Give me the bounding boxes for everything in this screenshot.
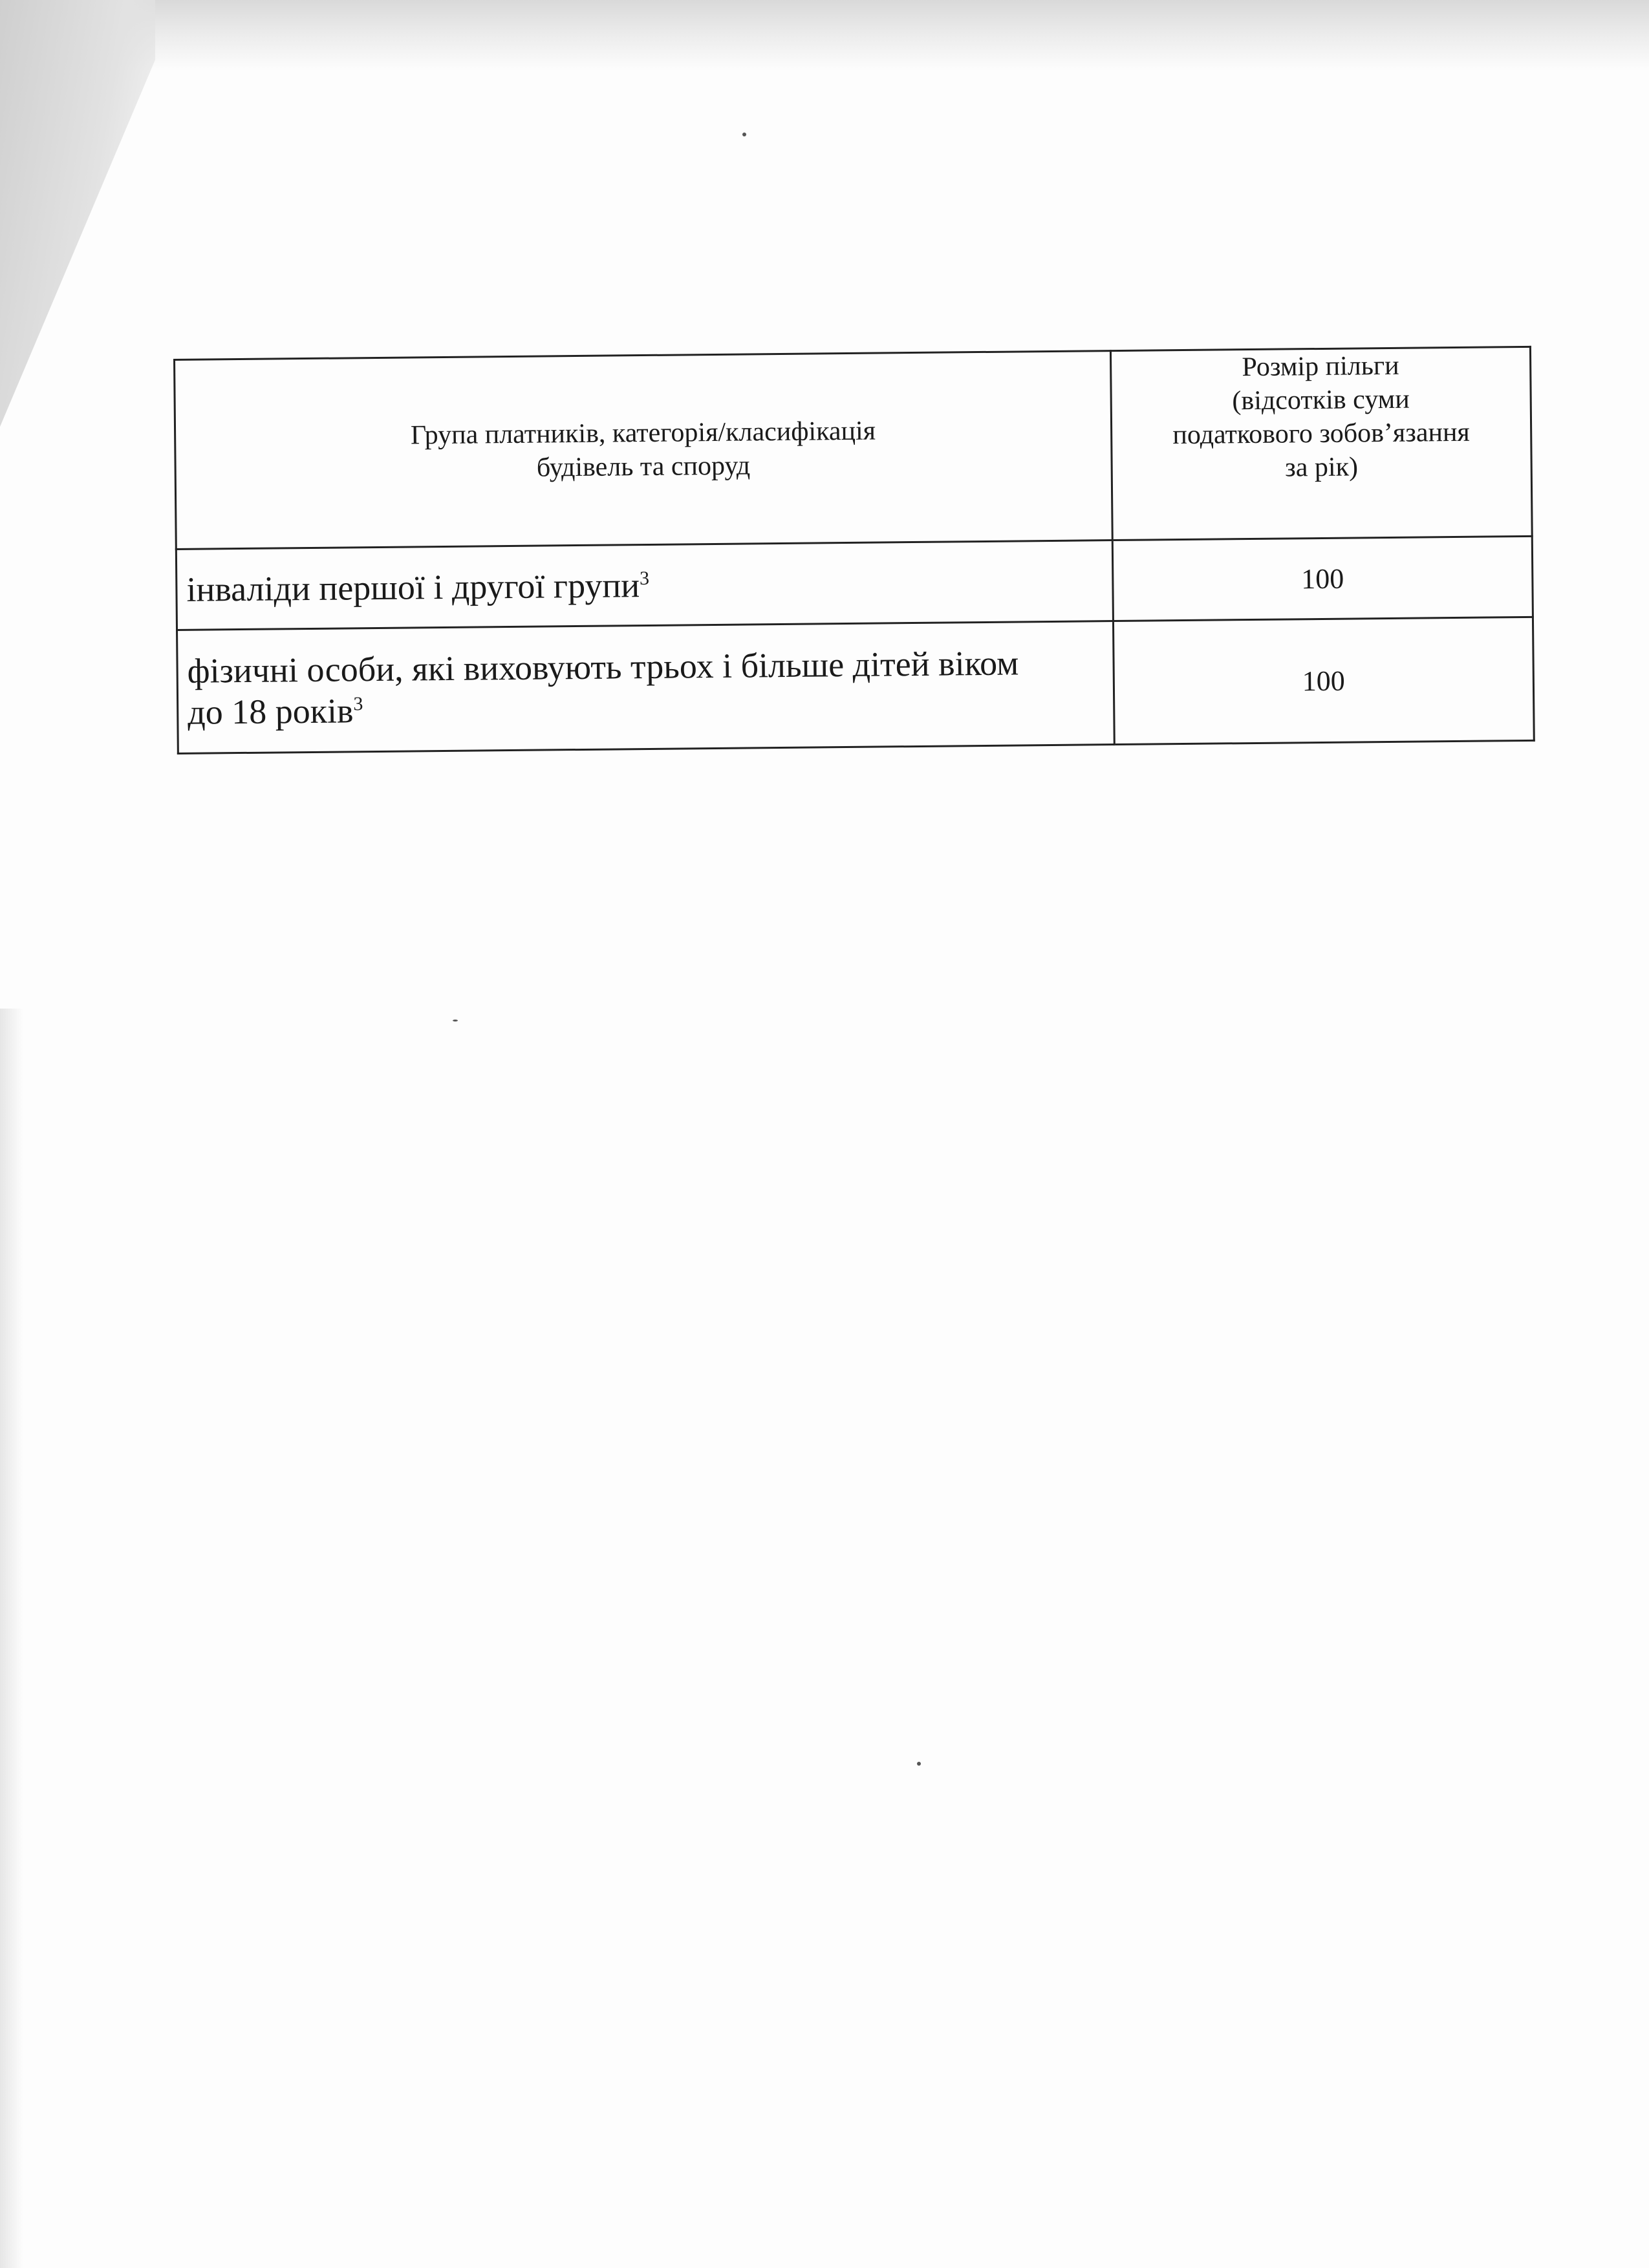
- scan-left-edge-shadow: [0, 1009, 23, 2268]
- row-payer-group-text: інваліди першої і другої групи: [186, 566, 640, 609]
- row-benefit-value: 100: [1112, 536, 1533, 621]
- scan-speck: [453, 1020, 458, 1022]
- header-payer-group-line: Група платників, категорія/класифікація: [410, 416, 876, 451]
- scan-folded-corner: [0, 0, 155, 427]
- header-payer-group-line: будівель та споруд: [536, 451, 751, 483]
- header-benefit-size-line: Розмір пільги: [1242, 350, 1399, 383]
- header-benefit-size-line: за рік): [1284, 452, 1359, 483]
- header-benefit-size-line: (відсотків суми: [1232, 384, 1410, 416]
- table-row: [177, 617, 1535, 753]
- row-payer-group: [177, 621, 1115, 754]
- row-payer-group-text: до 18 років: [187, 691, 354, 732]
- row-benefit-value: 100: [1113, 617, 1534, 744]
- scan-top-shadow: [0, 0, 1649, 71]
- header-payer-group: [175, 351, 1112, 550]
- table-row: [176, 536, 1533, 630]
- row-payer-group: [176, 540, 1113, 630]
- scan-speck: [742, 133, 746, 136]
- footnote-marker: 3: [353, 693, 363, 715]
- tax-benefit-table: [173, 346, 1535, 754]
- header-benefit-size-line: податкового зобов’язання: [1172, 417, 1470, 451]
- scan-speck: [917, 1762, 921, 1766]
- header-benefit-size: [1110, 347, 1532, 540]
- footnote-marker: 3: [639, 567, 650, 590]
- table-header-row: [175, 347, 1533, 549]
- row-payer-group-text: фізичні особи, які виховують трьох і більше дітей віком: [187, 643, 1019, 690]
